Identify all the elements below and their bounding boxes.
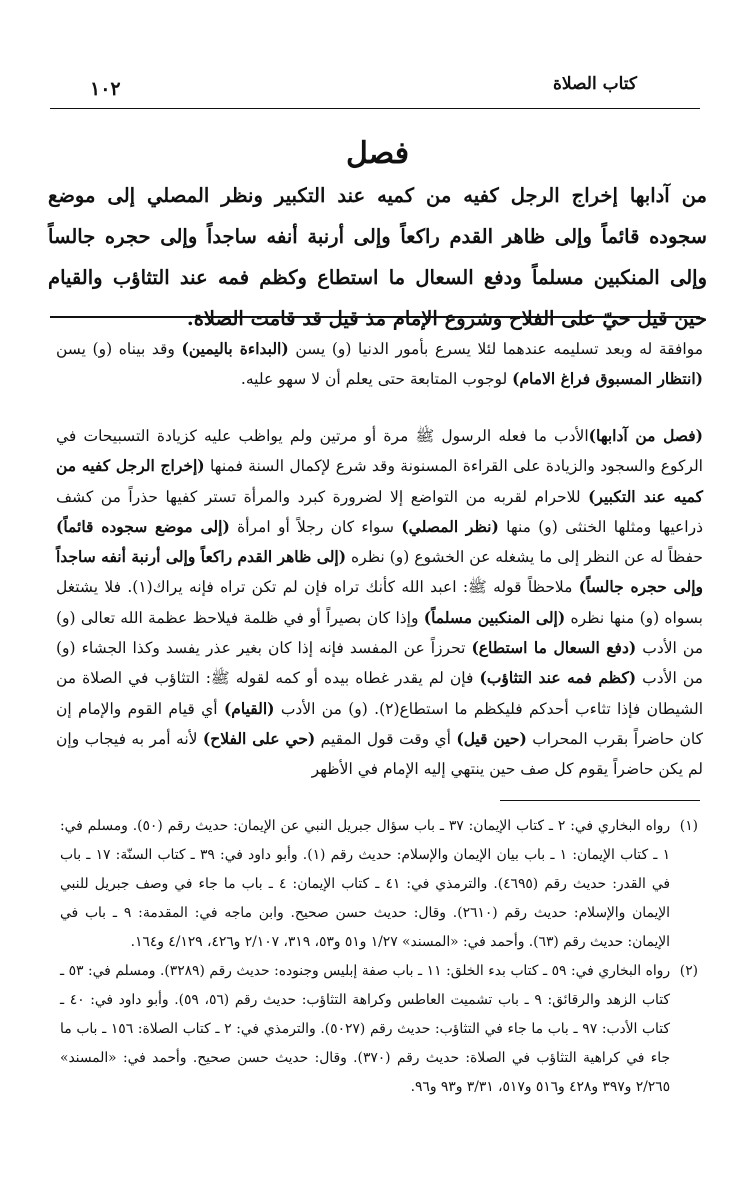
- commentary-run: الأدب ما فعله الرسول ﷺ مرة أو مرتين ولم يواظب عليه كزيادة التسبيحات في الركوع والسجود والزيادة على القراءة المسنونة وقد شرع لإكمال السنة فمنها: [56, 427, 703, 476]
- footnote: [60, 957, 698, 1102]
- footnote-text: رواه البخاري في: ٥٩ ـ كتاب بدء الخلق: ١١ ـ باب صفة إبليس وجنوده: حديث رقم (٣٢٨٩). ومسلم في: ٥٣ ـ كتاب الزهد والرقائق: ٩ ـ باب تشميت العاطس وكراهة التثاؤب: حديث رقم (٥٦، ٥٩). وأبو داود في: ٤٠ ـ كتاب الأدب: ٩٧ ـ باب ما جاء في التثاؤب: حديث رقم (٥٠٢٧). والترمذي في: ٢ ـ كتاب الصلاة: ١٥٦ ـ باب ما جاء في كراهية التثاؤب في الصلاة: حديث رقم (٣٧٠). وقال: حديث حسن صحيح. وأحمد في: «المسند» ٢/٢٦٥ و٣٩٧ و٤٢٨ و٥١٦ و٥١٧، ٣/٣١ و٩٣ و٩٦.: [60, 963, 671, 1095]
- commentary-run: لوجوب المتابعة حتى يعلم أن لا سهو عليه.: [240, 370, 513, 389]
- commentary-run: موافقة له وبعد تسليمه عندهما لئلا يسرع بأمور الدنيا (و) يسن: [288, 340, 704, 358]
- commentary-paragraph-2: [56, 421, 703, 785]
- commentary-run-bold: (إلى المنكبين مسلماً): [423, 607, 566, 627]
- footnotes: [60, 812, 698, 1102]
- commentary-run-bold: (فصل من آدابها): [588, 426, 703, 445]
- commentary-run-bold: (القيام): [223, 698, 275, 718]
- commentary-run-bold: (البداءة باليمين): [181, 339, 289, 358]
- commentary-run-bold: (إلى ظاهر القدم راكعاً وإلى أرنبة أنفه ساجداً وإلى حجره جالساً): [56, 547, 703, 597]
- commentary-run: وقد بيناه (و) يسن: [56, 340, 182, 358]
- commentary-run-bold: (حي على الفلاح): [202, 728, 316, 748]
- commentary-run-bold: (دفع السعال ما استطاع): [471, 638, 637, 658]
- section-heading: فصل: [345, 136, 410, 171]
- commentary-run-bold: (انتظار المسبوق فراغ الامام): [512, 369, 703, 389]
- commentary-run: لأنه أمر به فيجاب وإن لم يكن حاضراً يقوم كل صف حين ينتهي إليه الإمام في الأظهر: [56, 729, 703, 779]
- commentary-run: للاحرام لقربه من التواضع إلا لضرورة كبرد والمرأة تستر كفيها حذراً من كشف ذراعيها ومثلها الخنثى (و) منها: [56, 487, 703, 536]
- commentary-run: وإذا كان بصيراً أو في ظلمة فيلاحظ عظمة الله تعالى (و) من الأدب: [56, 608, 703, 658]
- commentary-run: أي قيام القوم والإمام إن كان حاضراً بقرب المحراب: [56, 699, 703, 748]
- commentary-run: ملاحظاً قوله ﷺ: اعبد الله كأنك تراه فإن لم تكن تراه فإنه يراك(١). فلا يشتغل بسواه (و) منها نظره: [56, 578, 703, 627]
- matn-text: من آدابها إخراج الرجل كفيه من كميه عند التكبير ونظر المصلي إلى موضع سجوده قائماً وإلى ظاهر القدم راكعاً وإلى أرنبة أنفه ساجداً وإلى حجره جالساً وإلى المنكبين مسلماً ودفع السعال ما استطاع وكظم فمه عند التثاؤب والقيام حين قيل حيّ على الفلاح وشروع الإمام مذ قيل قد قامت الصلاة.: [48, 184, 707, 330]
- chapter-title: كتاب الصلاة: [552, 74, 637, 94]
- commentary-run-bold: (حين قيل): [456, 728, 527, 748]
- commentary-run: تحرزاً عن المفسد فإنه إذا كان بغير عذر يفسد وكذا الجشاء (و) من الأدب: [56, 639, 703, 688]
- footnote-number: (٢): [679, 963, 698, 979]
- matn-divider: [50, 316, 700, 318]
- commentary-run: أي وقت قول المقيم: [315, 729, 457, 748]
- commentary-run: فإن لم يقدر غطاه بيده أو كمه لقوله ﷺ: التثاؤب في الصلاة من الشيطان فإذا تثاءب أحدكم فليكظم ما استطاع(٢). (و) من الأدب: [56, 669, 703, 718]
- page-number: ١٠٢: [90, 78, 121, 100]
- commentary-run-bold: (كظم فمه عند التثاؤب): [479, 668, 637, 688]
- footnote: [60, 812, 698, 957]
- commentary-run: سواء كان رجلاً أو امرأة: [229, 517, 402, 536]
- commentary-paragraph-1: [56, 334, 703, 395]
- commentary-run-bold: (إخراج الرجل كفيه من كميه عند التكبير): [56, 456, 703, 506]
- commentary-run-bold: (نظر المصلي): [401, 516, 499, 536]
- running-header: [90, 74, 637, 100]
- commentary-run-bold: (إلى موضع سجوده قائماً): [56, 516, 230, 536]
- commentary-run: حفظاً له عن النظر إلى ما يشغله عن الخشوع (و) نظره: [346, 548, 703, 567]
- header-divider: [50, 108, 700, 109]
- footnote-divider: [500, 800, 700, 801]
- footnote-number: (١): [679, 818, 698, 834]
- footnote-text: رواه البخاري في: ٢ ـ كتاب الإيمان: ٣٧ ـ باب سؤال جبريل النبي عن الإيمان: حديث رقم (٥٠). ومسلم في: ١ ـ كتاب الإيمان: ١ ـ باب بيان الإيمان والإسلام: حديث رقم (١). وأبو داود في: ٣٩ ـ كتاب السنّة: ١٧ ـ باب في القدر: حديث رقم (٤٦٩٥). والترمذي في: ٤١ ـ كتاب الإيمان: ٤ ـ باب ما جاء في وصف جبريل للنبي الإيمان والإسلام: حديث رقم (٢٦١٠). وقال: حديث حسن صحيح. وابن ماجه في: المقدمة: ٩ ـ باب في الإيمان: حديث رقم (٦٣). وأحمد في: «المسند» ١/٢٧ و٥١ و٥٣، ٣١٩، ٢/١٠٧ و٤٢٦، ٤/١٢٩ و١٦٤.: [60, 818, 671, 950]
